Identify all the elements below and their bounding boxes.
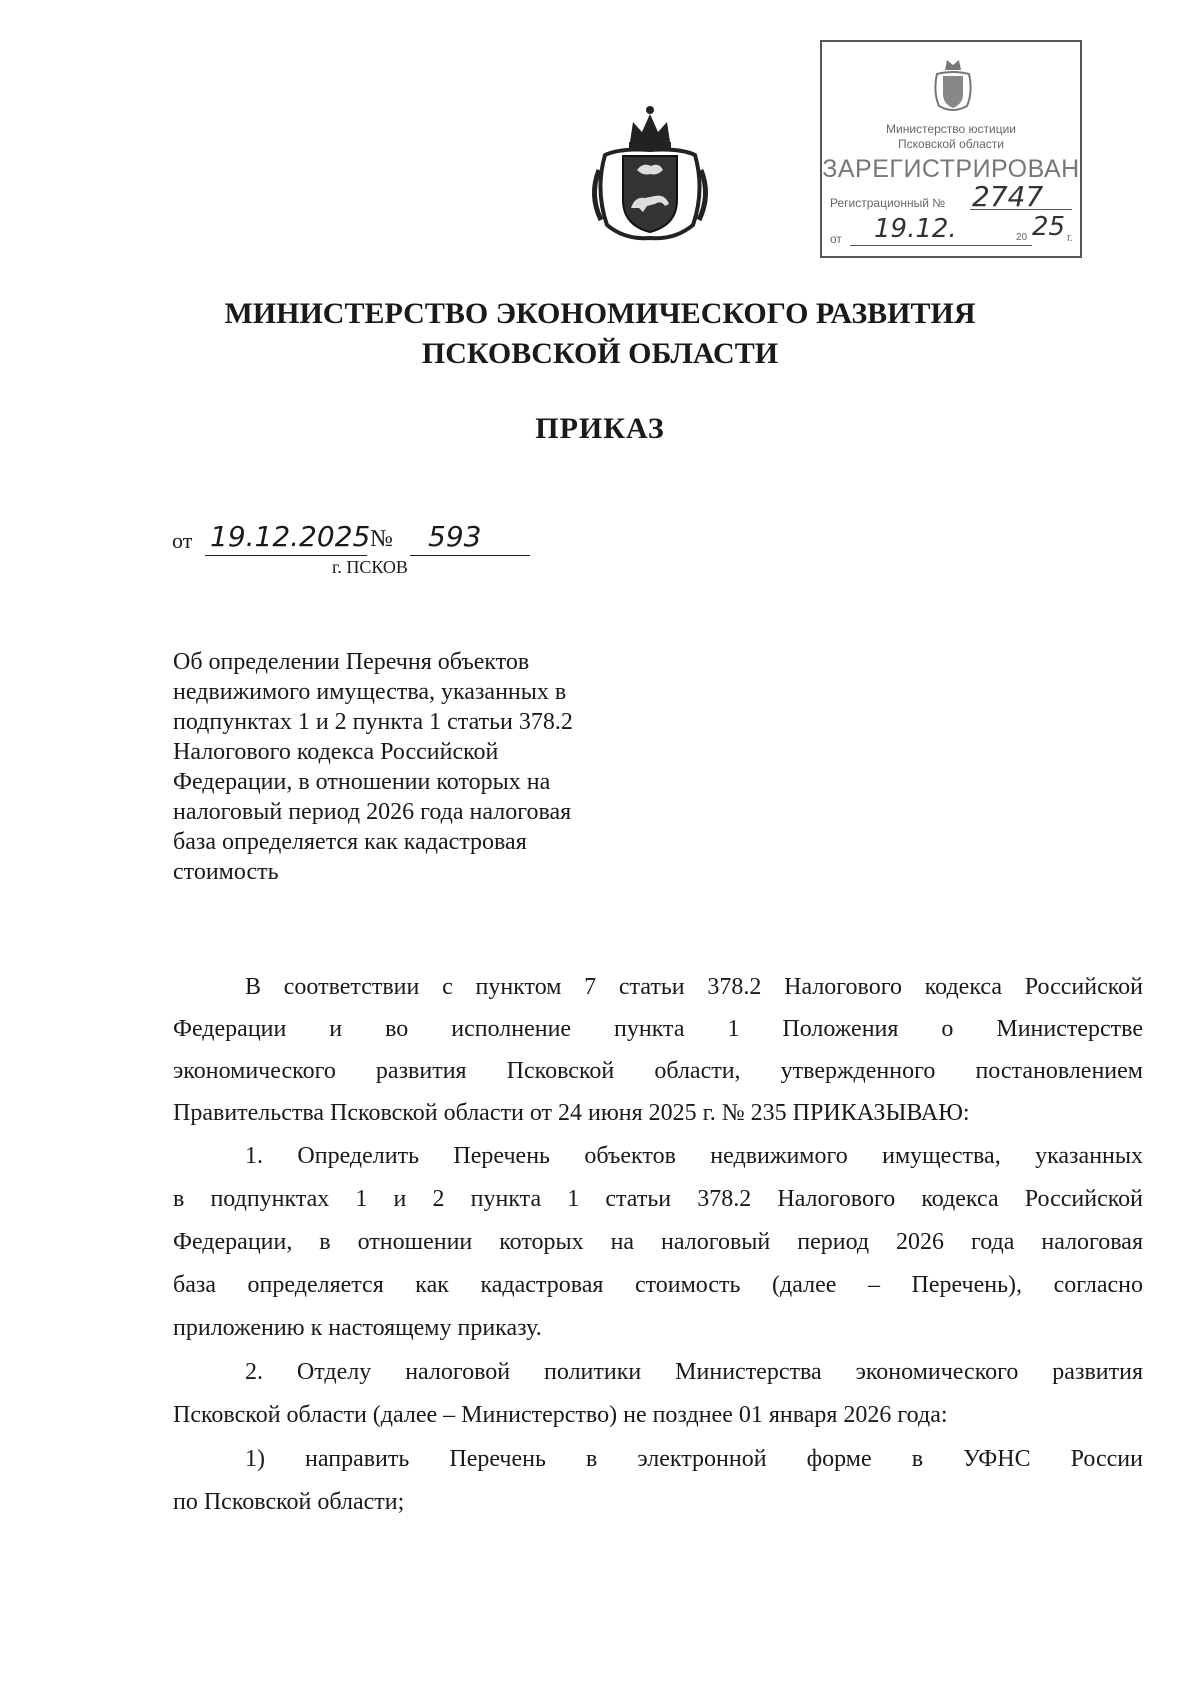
body-line: 1) направить Перечень в электронной форме в УФНС России <box>245 1446 1143 1472</box>
order-date-underline <box>205 555 367 556</box>
stamp-reg-underline <box>970 209 1072 210</box>
order-subject <box>173 647 673 887</box>
ministry-title-line1: МИНИСТЕРСТВО ЭКОНОМИЧЕСКОГО РАЗВИТИЯ <box>224 297 976 330</box>
stamp-reg-number: 2747 <box>972 180 1044 213</box>
body-line: база определяется как кадастровая стоимость (далее – Перечень), согласно <box>173 1272 1143 1298</box>
order-number: 593 <box>428 520 482 553</box>
stamp-org-line1: Министерство юстиции <box>886 122 1016 136</box>
body-line: экономического развития Псковской области, утвержденного постановлением <box>173 1058 1143 1084</box>
stamp-year-g: г. <box>1067 232 1073 244</box>
body-line: 2. Отделу налоговой политики Министерства экономического развития <box>245 1359 1143 1385</box>
subject-line: база определяется как кадастровая <box>173 829 527 855</box>
body-line: 1. Определить Перечень объектов недвижимого имущества, указанных <box>245 1143 1143 1169</box>
stamp-reg-label: Регистрационный № <box>830 196 946 210</box>
subject-line: подпунктах 1 и 2 пункта 1 статьи 378.2 <box>173 709 573 735</box>
subject-line: Федерации, в отношении которых на <box>173 769 551 795</box>
coat-of-arms-emblem <box>585 100 715 245</box>
stamp-from-label: от <box>830 232 842 246</box>
stamp-date-underline <box>850 245 1032 246</box>
stamp-status: ЗАРЕГИСТРИРОВАН <box>822 155 1080 183</box>
stamp-year: 25 <box>1032 212 1066 242</box>
order-from-label: от <box>172 528 193 553</box>
order-number-sign: № <box>370 526 393 552</box>
body-line: Псковской области (далее – Министерство) не позднее 01 января 2026 года: <box>173 1402 948 1428</box>
subject-line: стоимость <box>173 859 279 885</box>
body-line: В соответствии с пунктом 7 статьи 378.2 Налогового кодекса Российской <box>245 974 1143 1000</box>
registration-stamp <box>820 40 1082 258</box>
body-line: в подпунктах 1 и 2 пункта 1 статьи 378.2 Налогового кодекса Российской <box>173 1186 1143 1212</box>
body-line: Правительства Псковской области от 24 июня 2025 г. № 235 ПРИКАЗЫВАЮ: <box>173 1100 970 1126</box>
body-line: Федерации, в отношении которых на налоговый период 2026 года налоговая <box>173 1229 1143 1255</box>
order-city: г. ПСКОВ <box>332 557 408 577</box>
stamp-date: 19.12. <box>874 214 957 244</box>
subject-line: Об определении Перечня объектов <box>173 649 530 675</box>
ministry-title-line2: ПСКОВСКОЙ ОБЛАСТИ <box>421 337 779 370</box>
order-number-underline <box>410 555 530 556</box>
order-date: 19.12.2025 <box>210 520 371 553</box>
subject-line: налоговый период 2026 года налоговая <box>173 799 572 825</box>
stamp-org-line2: Псковской области <box>898 137 1004 151</box>
stamp-emblem-icon <box>931 56 975 114</box>
body-line: приложению к настоящему приказу. <box>173 1315 542 1341</box>
subject-line: недвижимого имущества, указанных в <box>173 679 567 705</box>
stamp-year-prefix: 20 <box>1016 232 1028 243</box>
body-line: по Псковской области; <box>173 1489 405 1515</box>
subject-line: Налогового кодекса Российской <box>173 739 499 765</box>
body-line: Федерации и во исполнение пункта 1 Положения о Министерстве <box>173 1016 1143 1042</box>
document-type-title: ПРИКАЗ <box>535 412 665 445</box>
